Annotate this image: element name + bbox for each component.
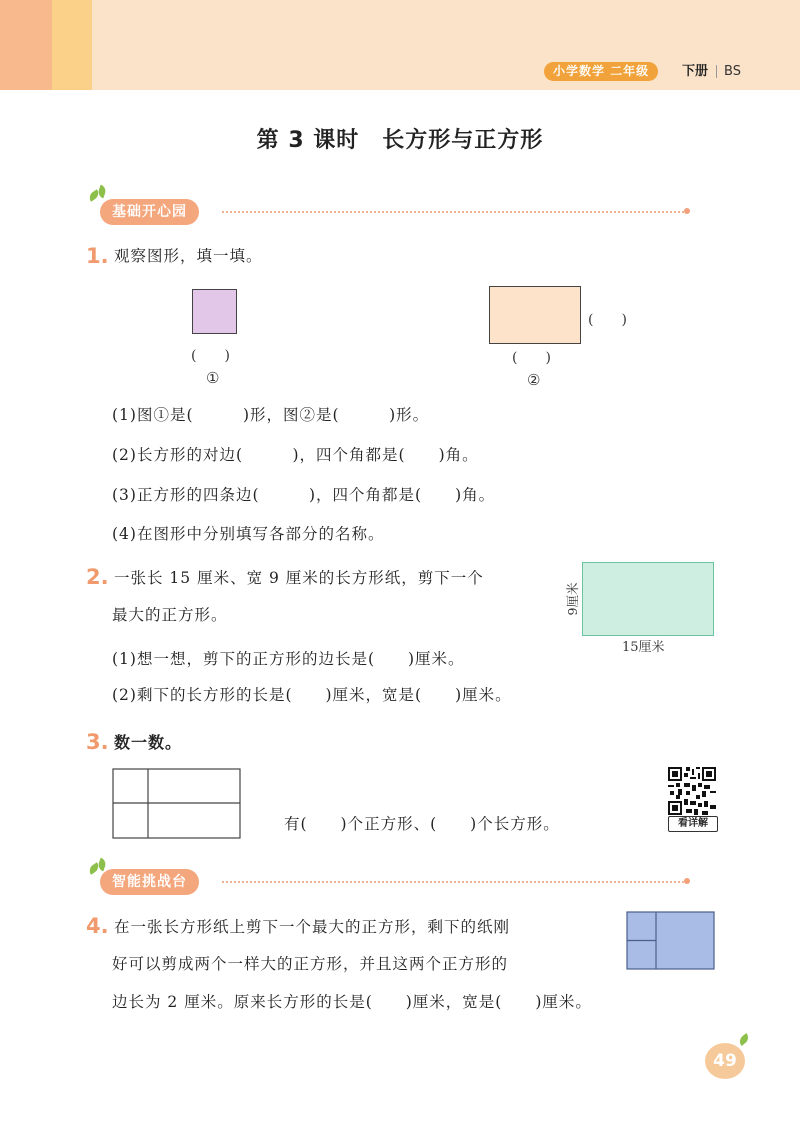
q1-line-1: (1)图①是( )形，图②是( )形。 [112,406,430,424]
question-number-2: 2. [86,565,109,589]
q2-line-2: 最大的正方形。 [112,606,228,624]
header-stripe-orange [0,0,52,90]
fig2-side-blank: ( ) [588,312,627,328]
q1-line-3: (3)正方形的四条边( )，四个角都是( )角。 [112,486,496,504]
figure-rectangle [489,286,581,344]
qr-code-icon[interactable] [668,767,716,815]
edition-label: BS [724,64,741,79]
section-banner-basic: 基础开心园 [100,199,199,225]
leaf-icon [97,858,108,872]
q1-prompt: 观察图形，填一填。 [114,247,263,265]
qr-caption[interactable]: 看详解 [668,816,718,832]
fig1-label: ① [206,369,220,387]
q2-line-1: 一张长 15 厘米、宽 9 厘米的长方形纸，剪下一个 [114,569,484,587]
fig1-blank: ( ) [191,348,230,364]
grade-badge: 小学数学 二年级 [544,62,658,81]
question-number-3: 3. [86,730,109,754]
section-banner-challenge: 智能挑战台 [100,869,199,895]
header-stripe-yellow [52,0,92,90]
q4-line-3: 边长为 2 厘米。原来长方形的长是( )厘米，宽是( )厘米。 [112,993,592,1011]
q3-answer: 有( )个正方形、( )个长方形。 [284,815,560,833]
leaf-icon [97,185,108,199]
figure-paper-rectangle [582,562,714,636]
q3-prompt: 数一数。 [114,733,183,752]
q1-line-4: (4)在图形中分别填写各部分的名称。 [112,525,385,543]
height-label: 9厘米 [565,582,580,616]
figure-square [192,289,237,334]
divider-end-dot [684,878,690,884]
q2-sub-1: (1)想一想，剪下的正方形的边长是( )厘米。 [112,650,465,668]
term-label: 下册 [682,64,709,79]
header-divider [716,65,717,78]
page-header [0,0,800,90]
page-title: 第 3 课时 长方形与正方形 [256,128,544,153]
section-divider-dotted [222,211,684,213]
q1-line-2: (2)长方形的对边( )，四个角都是( )角。 [112,446,479,464]
figure-cut-rectangle [626,911,716,971]
divider-end-dot [684,208,690,214]
fig2-bottom-blank: ( ) [512,350,551,366]
figure-grid [112,768,242,840]
q4-line-1: 在一张长方形纸上剪下一个最大的正方形，剩下的纸刚 [114,918,511,936]
page-number: 49 [713,1051,737,1071]
width-label: 15厘米 [622,640,665,655]
question-number-1: 1. [86,244,109,268]
fig2-label: ② [527,371,541,389]
q4-line-2: 好可以剪成两个一样大的正方形，并且这两个正方形的 [112,955,509,973]
q2-sub-2: (2)剩下的长方形的长是( )厘米，宽是( )厘米。 [112,686,512,704]
question-number-4: 4. [86,914,109,938]
section-divider-dotted [222,881,684,883]
